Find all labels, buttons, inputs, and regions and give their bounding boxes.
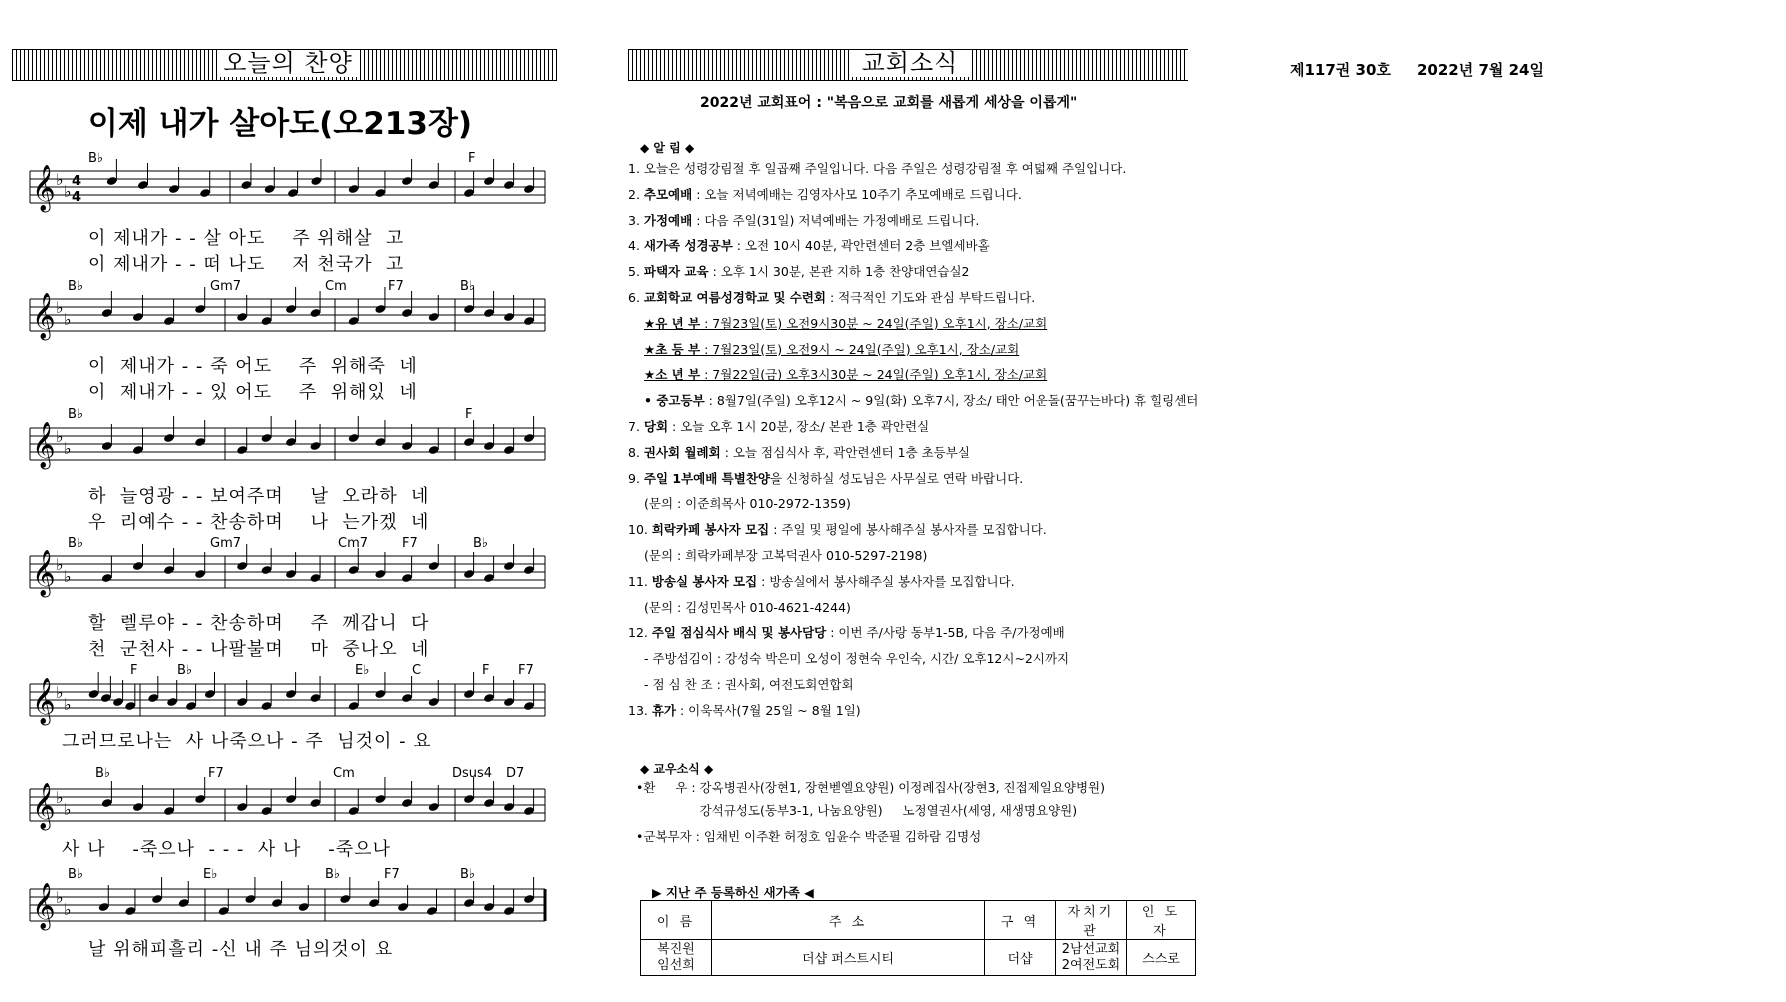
new-family-table xyxy=(640,900,1196,976)
cell-org: 2남선교회 2여전도회 xyxy=(1056,940,1127,976)
flat-icon: ♭ xyxy=(56,427,64,446)
notice-item xyxy=(628,574,1015,590)
notice-item xyxy=(644,393,1198,409)
flat-icon: ♭ xyxy=(64,900,72,919)
notice-text: : 7월23일(토) 오전9시30분 ~ 24일(주일) 오후1시, 장소/교회 xyxy=(700,315,1048,331)
flat-icon: ♭ xyxy=(64,695,72,714)
notice-number: 4. xyxy=(628,238,644,254)
chord-symbol: Cm xyxy=(333,766,355,781)
treble-clef-icon: 𝄞 xyxy=(32,678,56,724)
flat-icon: ♭ xyxy=(56,298,64,317)
treble-clef-icon: 𝄞 xyxy=(32,422,56,468)
chord-symbol: F xyxy=(130,663,138,678)
cell-address: 더샵 퍼스트시티 xyxy=(712,940,985,976)
flat-icon: ♭ xyxy=(64,439,72,458)
notice-text: - 주방섬김이 : 강성숙 박은미 오성이 정현숙 우인숙, 시간/ 오후12시~2시까지 xyxy=(644,651,1070,667)
notice-item xyxy=(644,316,1047,332)
notice-text: : 오늘 저녁예배는 김영자사모 10주기 추모예배로 드립니다. xyxy=(692,186,1022,202)
col-guide: 인 도 자 xyxy=(1127,901,1196,940)
chord-symbol: B♭ xyxy=(88,151,104,166)
notice-item xyxy=(628,264,970,280)
chord-symbol: B♭ xyxy=(68,536,84,551)
lyric-line: 이 제내가 - - 죽 어도 주 위해죽 네 xyxy=(88,356,418,377)
song-title: 이제 내가 살아도(오213장) xyxy=(87,106,473,142)
chord-symbol: B♭ xyxy=(68,279,84,294)
notice-item xyxy=(644,496,851,512)
notice-text: 오늘은 성령강림절 후 일곱째 주일입니다. 다음 주일은 성령강림절 후 여덟째 주일입니다. xyxy=(643,161,1127,176)
notice-text: : 이욱목사(7월 25일 ~ 8월 1일) xyxy=(676,702,861,718)
treble-clef-icon: 𝄞 xyxy=(32,165,56,211)
notice-number: 3. xyxy=(628,212,644,228)
notice-text: : 8월7일(주일) 오후12시 ~ 9일(화) 오후7시, 장소/ 태안 어운돌(꿈꾸는바다) 휴 힐링센터 xyxy=(704,393,1199,409)
chord-symbol: F xyxy=(465,407,473,422)
notice-item xyxy=(628,703,861,719)
notice-label: 방송실 봉사자 모집 xyxy=(651,573,758,589)
notice-item xyxy=(644,677,854,693)
cell-area: 더샵 xyxy=(985,940,1056,976)
notice-number: 1. xyxy=(628,161,644,176)
chord-symbol: B♭ xyxy=(460,867,476,882)
chord-symbol: D7 xyxy=(506,766,525,781)
table-header-row xyxy=(641,901,1196,940)
chord-symbol: F7 xyxy=(208,766,224,781)
notice-text: : 적극적인 기도와 관심 부탁드립니다. xyxy=(826,290,1036,305)
notice-text: (문의 : 희락카페부장 고복덕권사 010-5297-2198) xyxy=(644,548,928,563)
table-row xyxy=(641,940,1196,976)
right-header-title: 교회소식 xyxy=(850,50,970,77)
notice-label: ★초 등 부 xyxy=(644,341,701,357)
cell-names: 복진원 임선희 xyxy=(641,940,712,976)
lyric-line: 우 리예수 - - 찬송하며 나 는가겠 네 xyxy=(88,512,430,533)
new-family-heading: ▶ 지난 주 등록하신 새가족 ◀ xyxy=(652,885,814,900)
notice-item xyxy=(628,290,1035,306)
notice-item xyxy=(628,419,929,435)
lyric-line: 이 제내가 - - 있 어도 주 위해있 네 xyxy=(88,382,418,403)
notice-item xyxy=(644,600,851,616)
notices-heading: ◆ 알 림 ◆ xyxy=(640,141,695,155)
notice-label: 희락카페 봉사자 모집 xyxy=(651,522,770,538)
issue-info: 제117권 30호 2022년 7월 24일 xyxy=(1290,61,1544,79)
notice-text: - 점 심 찬 조 : 권사회, 여전도회연합회 xyxy=(644,677,854,692)
notice-text: : 다음 주일(31일) 저녁예배는 가정예배로 드립니다. xyxy=(692,212,980,228)
col-address: 주 소 xyxy=(712,901,985,940)
chord-symbol: F7 xyxy=(384,867,400,882)
notice-item xyxy=(628,445,970,461)
notice-number: 10. xyxy=(628,522,652,538)
chord-symbol: F7 xyxy=(518,663,534,678)
notice-item xyxy=(644,367,1047,383)
chord-symbol: Gm7 xyxy=(210,279,242,294)
member-news-line: 강석규성도(동부3-1, 나눔요양원) 노정열권사(세영, 새생명요양원) xyxy=(636,803,1078,818)
notice-item xyxy=(644,651,1069,667)
flat-icon: ♭ xyxy=(56,170,64,189)
notice-label: 휴가 xyxy=(651,702,677,718)
chord-symbol: Dsus4 xyxy=(452,766,493,781)
chord-symbol: B♭ xyxy=(177,663,193,678)
flat-icon: ♭ xyxy=(64,310,72,329)
notice-label: 가정예배 xyxy=(643,212,693,228)
chord-symbol: F7 xyxy=(388,279,404,294)
chord-symbol: B♭ xyxy=(473,536,489,551)
notice-text: : 오전 10시 40분, 곽안련센터 2층 브엘세바홀 xyxy=(732,238,990,254)
flat-icon: ♭ xyxy=(56,788,64,807)
notice-text: : 오늘 오후 1시 20분, 장소/ 본관 1층 곽안련실 xyxy=(668,419,930,434)
flat-icon: ♭ xyxy=(64,182,72,201)
notice-number: 7. xyxy=(628,419,644,434)
chord-symbol: B♭ xyxy=(68,407,84,422)
treble-clef-icon: 𝄞 xyxy=(32,550,56,596)
notice-item xyxy=(628,471,1023,487)
treble-clef-icon: 𝄞 xyxy=(32,293,56,339)
chord-symbol: Gm7 xyxy=(210,536,242,551)
chord-symbol: F xyxy=(482,663,490,678)
member-news-line: •군복무자 : 임채빈 이주환 허정호 임윤수 박준필 김하람 김명성 xyxy=(636,829,982,844)
flat-icon: ♭ xyxy=(56,555,64,574)
member-news-line: •환 우 : 강옥병권사(장현1, 장현벧엘요양원) 이정례집사(장현3, 진접제일요양병원) xyxy=(636,780,1106,795)
lyric-line: 천 군천사 - - 나팔불며 마 중나오 네 xyxy=(88,639,430,660)
notice-text: : 방송실에서 봉사해주실 봉사자를 모집합니다. xyxy=(757,573,1015,589)
notice-number: 11. xyxy=(628,573,652,589)
notice-label: 주일 점심식사 배식 및 봉사담당 xyxy=(651,625,827,641)
notice-item xyxy=(628,625,1065,641)
notice-label: ★유 년 부 xyxy=(644,315,701,331)
left-header-title: 오늘의 찬양 xyxy=(218,50,358,77)
notice-item xyxy=(628,522,1047,538)
chord-symbol: Cm xyxy=(325,279,347,294)
chord-symbol: B♭ xyxy=(68,867,84,882)
chord-symbol: B♭ xyxy=(95,766,111,781)
notice-item xyxy=(628,187,1022,203)
lyric-line: 사 나 -죽으나 - - - 사 나 -죽으나 xyxy=(62,839,391,860)
chord-symbol: C xyxy=(412,663,422,678)
flat-icon: ♭ xyxy=(56,683,64,702)
chord-symbol: B♭ xyxy=(460,279,476,294)
notice-item xyxy=(628,238,990,254)
notice-text: : 오늘 점심식사 후, 곽안련센터 1층 초등부실 xyxy=(720,444,970,460)
notice-label: • 중고등부 xyxy=(644,393,705,409)
time-signature: 4 xyxy=(72,190,82,205)
notice-item xyxy=(628,213,979,229)
flat-icon: ♭ xyxy=(56,888,64,907)
flat-icon: ♭ xyxy=(64,567,72,586)
notice-number: 2. xyxy=(628,186,644,202)
notice-label: 파택자 교육 xyxy=(643,264,709,280)
notice-label: ★소 년 부 xyxy=(644,367,701,383)
cell-guide: 스스로 xyxy=(1127,940,1196,976)
notice-number: 9. xyxy=(628,470,644,486)
lyric-line: 이 제내가 - - 살 아도 주 위해살 고 xyxy=(88,228,405,249)
notice-number: 8. xyxy=(628,444,644,460)
lyric-line: 할 렐루야 - - 찬송하며 주 께갑니 다 xyxy=(88,613,430,634)
notice-text: : 7월22일(금) 오후3시30분 ~ 24일(주일) 오후1시, 장소/교회 xyxy=(700,367,1048,383)
chord-symbol: Cm7 xyxy=(338,536,369,551)
lyric-line: 날 위해피흘리 -신 내 주 님의것이 요 xyxy=(88,939,394,960)
members-heading: ◆ 교우소식 ◆ xyxy=(640,762,714,776)
notice-text: : 주일 및 평일에 봉사해주실 봉사자를 모집합니다. xyxy=(769,522,1047,538)
treble-clef-icon: 𝄞 xyxy=(32,883,56,929)
church-motto: 2022년 교회표어 : "복음으로 교회를 새롭게 세상을 이롭게" xyxy=(700,95,1078,111)
notice-item xyxy=(644,548,927,564)
notice-label: 당회 xyxy=(643,419,669,434)
time-signature: 4 xyxy=(72,174,82,189)
notice-text: : 오후 1시 30분, 본관 지하 1층 찬양대연습실2 xyxy=(708,264,970,280)
notice-item xyxy=(628,161,1126,177)
notice-label: 추모예배 xyxy=(643,186,693,202)
notice-item xyxy=(644,342,1019,358)
treble-clef-icon: 𝄞 xyxy=(32,783,56,829)
notice-label: 새가족 성경공부 xyxy=(643,238,733,254)
col-area: 구 역 xyxy=(985,901,1056,940)
chord-symbol: B♭ xyxy=(325,867,341,882)
lyric-line: 이 제내가 - - 떠 나도 저 천국가 고 xyxy=(88,254,405,275)
notice-text: 을 신청하실 성도님은 사무실로 연락 바랍니다. xyxy=(769,470,1024,486)
col-name: 이 름 xyxy=(641,901,712,940)
notice-label: 교회학교 여름성경학교 및 수련회 xyxy=(643,290,827,305)
notice-number: 5. xyxy=(628,264,644,280)
chord-symbol: F7 xyxy=(402,536,418,551)
notice-number: 13. xyxy=(628,702,652,718)
flat-icon: ♭ xyxy=(64,800,72,819)
lyric-line: 그러므로나는 사 나죽으나 - 주 님것이 - 요 xyxy=(62,731,432,752)
chord-symbol: E♭ xyxy=(355,663,370,678)
notice-text: : 이번 주/사랑 동부1-5B, 다음 주/가정예배 xyxy=(826,625,1065,641)
chord-symbol: F xyxy=(468,151,476,166)
notice-number: 12. xyxy=(628,625,652,641)
notice-text: (문의 : 이준희목사 010-2972-1359) xyxy=(644,496,851,512)
lyric-line: 하 늘영광 - - 보여주며 날 오라하 네 xyxy=(88,486,430,507)
notice-text: : 7월23일(토) 오전9시 ~ 24일(주일) 오후1시, 장소/교회 xyxy=(700,341,1020,357)
notice-text: (문의 : 김성민목사 010-4621-4244) xyxy=(644,599,851,615)
notice-label: 주일 1부예배 특별찬양 xyxy=(643,470,770,486)
chord-symbol: E♭ xyxy=(203,867,218,882)
col-org: 자치기관 xyxy=(1056,901,1127,940)
notice-number: 6. xyxy=(628,290,644,305)
notice-label: 권사회 월례회 xyxy=(643,444,721,460)
